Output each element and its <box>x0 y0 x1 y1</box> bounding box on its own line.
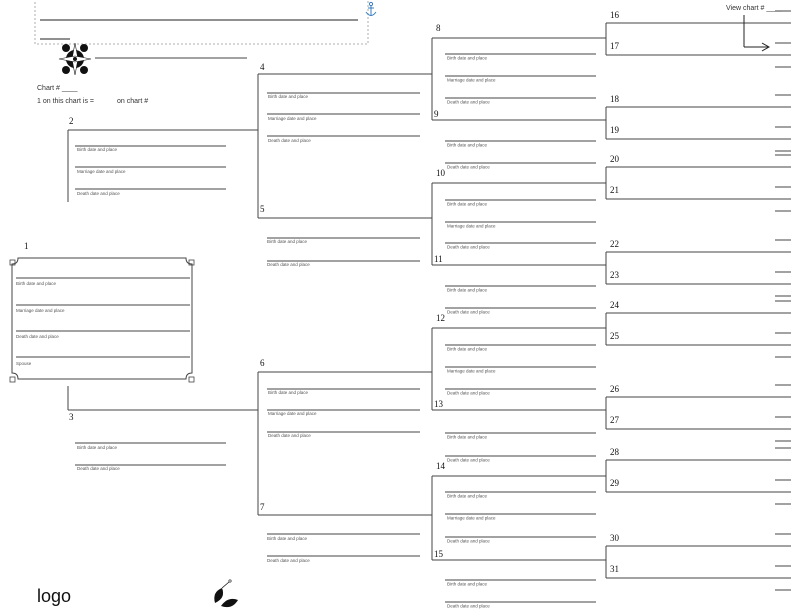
field-label: Birth date and place <box>447 142 488 148</box>
header-box[interactable] <box>35 0 368 44</box>
arrow-right-icon <box>744 15 769 51</box>
field-label: Death date and place <box>77 191 120 196</box>
field-label: Death date and place <box>267 262 310 267</box>
person-number-4: 4 <box>260 62 265 72</box>
field-label: Birth date and place <box>77 147 118 152</box>
field-label: Birth date and place <box>267 536 308 541</box>
field-label: Death date and place <box>447 390 490 396</box>
person-number-12: 12 <box>436 313 445 323</box>
person-number-1: 1 <box>24 241 29 251</box>
person-number-24: 24 <box>610 300 619 310</box>
person-number-2: 2 <box>69 116 74 126</box>
field-label: Birth date and place <box>268 390 309 395</box>
person-number-22: 22 <box>610 239 619 249</box>
person-number-26: 26 <box>610 384 619 394</box>
field-label: Marriage date and place <box>447 515 496 521</box>
person-number-20: 20 <box>610 154 619 164</box>
person-number-30: 30 <box>610 533 619 543</box>
field-label: Birth date and place <box>447 581 488 587</box>
person-number-19: 19 <box>610 125 619 135</box>
compass-ornament-icon <box>59 43 91 75</box>
person-number-9: 9 <box>434 109 439 119</box>
person-number-28: 28 <box>610 447 619 457</box>
field-label: Birth date and place <box>447 434 488 440</box>
field-label: Death date and place <box>77 466 120 471</box>
person-number-29: 29 <box>610 478 619 488</box>
field-label: Birth date and place <box>447 201 488 207</box>
field-label: Marriage date and place <box>268 411 317 416</box>
field-label: Death date and place <box>447 603 490 609</box>
field-label: Death date and place <box>267 558 310 563</box>
field-label: Birth date and place <box>267 239 308 244</box>
person-number-11: 11 <box>434 254 443 264</box>
field-label: Death date and place <box>447 457 490 463</box>
field-label: Marriage date and place <box>16 308 65 313</box>
field-label: Birth date and place <box>447 287 488 293</box>
person-number-13: 13 <box>434 399 443 409</box>
field-label: Birth date and place <box>447 493 488 499</box>
chart-number-label: Chart # ____ <box>37 85 78 92</box>
person-number-15: 15 <box>434 549 443 559</box>
person-number-17: 17 <box>610 41 619 51</box>
person-number-18: 18 <box>610 94 619 104</box>
generation-4 <box>432 23 606 609</box>
field-label: Marriage date and place <box>447 368 496 374</box>
field-label: Death date and place <box>16 334 59 339</box>
field-label: Birth date and place <box>77 445 118 450</box>
field-label: Marriage date and place <box>447 223 496 229</box>
person-number-16: 16 <box>610 10 619 20</box>
person-number-3: 3 <box>69 412 74 422</box>
field-label: Marriage date and place <box>268 116 317 121</box>
field-label: Death date and place <box>447 164 490 170</box>
logo-placeholder[interactable]: logo <box>37 586 72 606</box>
field-label: Birth date and place <box>268 94 309 99</box>
field-label: Marriage date and place <box>447 77 496 83</box>
person-number-25: 25 <box>610 331 619 341</box>
person-number-10: 10 <box>436 168 445 178</box>
leaf-sprig-icon <box>214 580 238 607</box>
person-number-27: 27 <box>610 415 619 425</box>
person-number-31: 31 <box>610 564 619 574</box>
field-label: Marriage date and place <box>77 169 126 174</box>
field-label: Birth date and place <box>16 281 57 286</box>
anchor-icon <box>366 2 376 16</box>
field-label: Birth date and place <box>447 346 488 352</box>
field-label: Death date and place <box>268 433 311 438</box>
person-number-21: 21 <box>610 185 619 195</box>
generation-5 <box>606 10 791 590</box>
continued-suffix: on chart # <box>117 98 149 105</box>
person-number-14: 14 <box>436 461 445 471</box>
person-1-frame[interactable] <box>10 258 194 382</box>
view-chart-label: View chart # ____ <box>726 5 782 12</box>
field-label: Birth date and place <box>447 55 488 61</box>
field-label: Death date and place <box>447 244 490 250</box>
field-label: Spouse <box>16 361 32 366</box>
field-label: Death date and place <box>447 538 490 544</box>
person-number-8: 8 <box>436 23 441 33</box>
person-number-6: 6 <box>260 358 265 368</box>
person-number-23: 23 <box>610 270 619 280</box>
person-number-7: 7 <box>260 502 265 512</box>
field-label: Death date and place <box>447 99 490 105</box>
field-label: Death date and place <box>268 138 311 143</box>
person-number-5: 5 <box>260 204 265 214</box>
field-label: Death date and place <box>447 309 490 315</box>
continued-label: 1 on this chart is = <box>37 98 95 105</box>
